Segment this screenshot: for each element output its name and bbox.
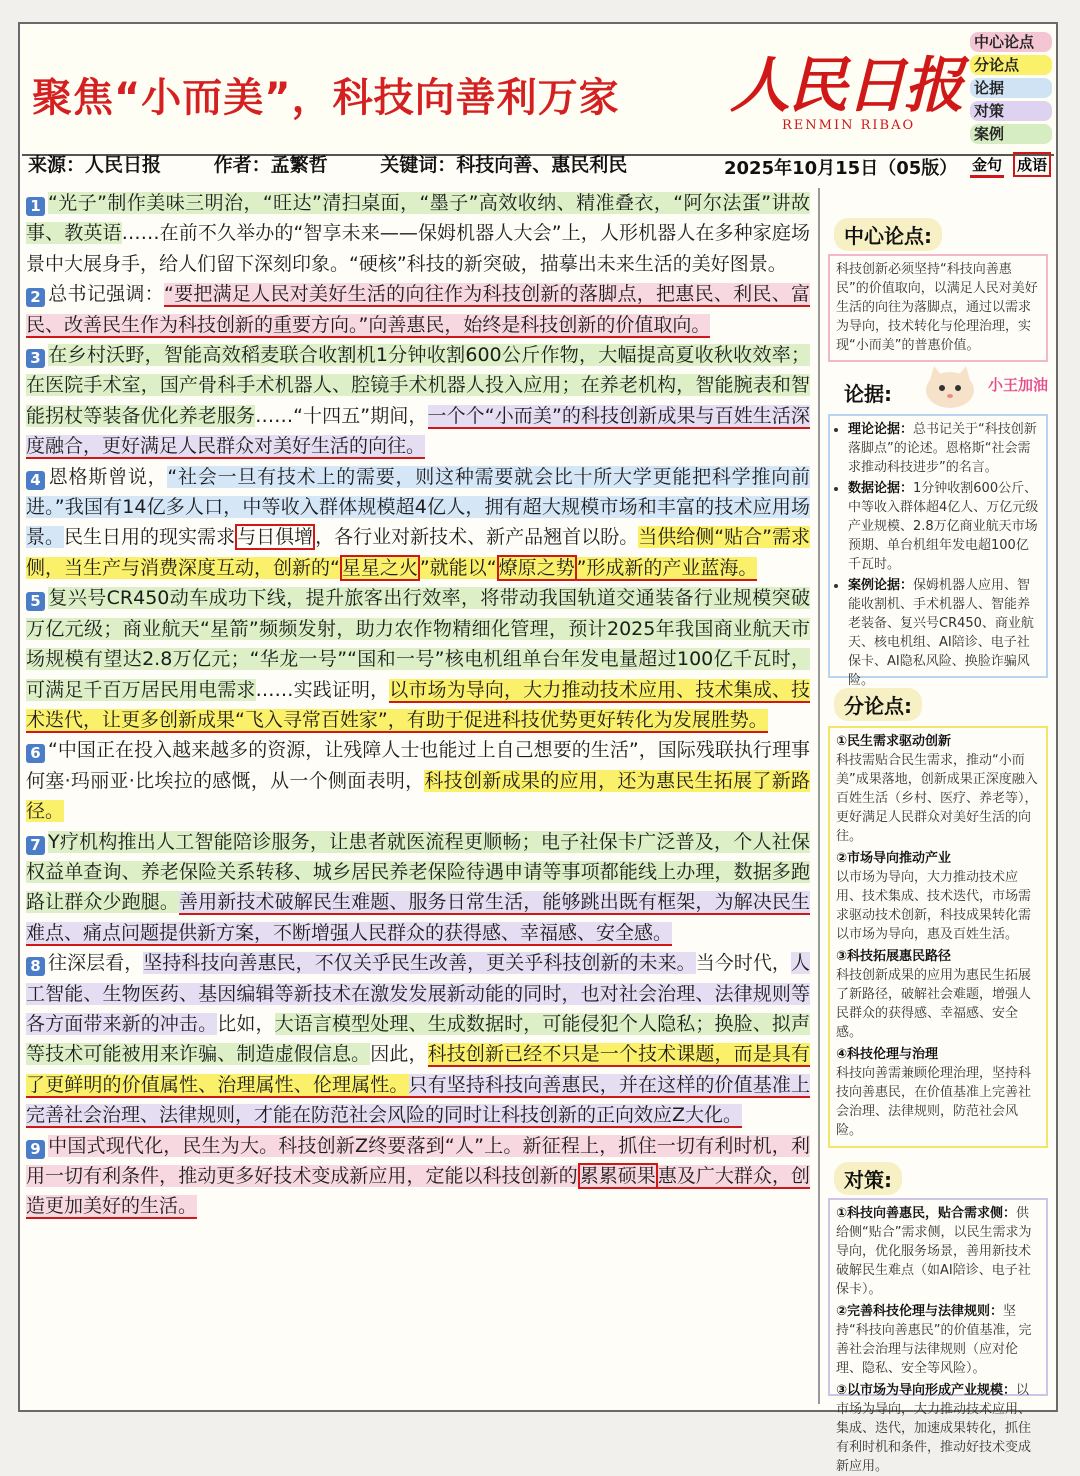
text-segment: 比如， [217,1012,275,1035]
evidence-text: 总书记关于“科技创新落脚点”的论述。恩格斯“社会需求推动科技进步”的名言。 [848,422,1037,475]
text-segment: 当供给侧“贴合”需求侧，当生产与消费深度互动，创新的“ [26,526,810,579]
tag-golden-sentence: 金句 [970,154,1004,178]
paragraph-number: 8 [26,957,45,976]
text-segment: 因此， [370,1043,428,1066]
paragraph [26,279,810,340]
sub-point-text: 以市场为导向，大力推动技术应用、技术集成、技术迭代，市场需求驱动技术创新，科技成果转化需以市场为导向，惠及百姓生活。 [836,870,1032,942]
measure-item [836,1204,1040,1299]
evidence-title: 论据: [844,382,892,406]
tag-idiom: 成语 [1013,152,1051,177]
text-segment: 恩格斯曾说， [48,465,168,488]
article-title: 聚焦“小而美”，科技向善利万家 [32,75,620,121]
mascot-caption: 小王加油 [988,376,1049,394]
text-segment: 惠及广大群众，创造更加美好的生活。 [26,1165,810,1218]
legend-item: 对策 [970,101,1052,121]
keywords-label: 关键词：科技向善、惠民利民 [380,154,628,176]
measure-head: ②完善科技伦理与法律规则： [836,1304,1004,1319]
evidence-label: 案例论据： [848,578,914,593]
text-segment: 人工智能、生物医药、基因编辑等新技术在激发发展新动能的同时，也对社会治理、法律规则等各方面带来新的冲击。 [26,952,810,1035]
text-segment: 我国有14亿多人口，中等收入群体规模超4亿人，拥有超大规模市场和丰富的技术应用场景。 [26,496,810,549]
measure-head: ③以市场为导向形成产业规模： [836,1383,1017,1398]
measure-head: ①科技向善惠民，贴合需求侧： [836,1206,1017,1221]
text-segment: 星星之火 [341,556,418,579]
header [22,26,1054,179]
text-segment: 当今时代， [695,952,791,975]
article-card [18,22,1058,1474]
evidence-text: 1分钟收割600公斤、中等收入群体超4亿人、万亿元级产业规模、2.8万亿商业航天市场预期、单台机组年发电超100亿千瓦时。 [848,481,1039,572]
text-segment: “社会一旦有技术上的需要，则这种需要就会比十所大学更能把科学推向前进。” [26,465,810,519]
author-label: 作者：孟繁哲 [213,154,328,176]
measure-text: 坚持“科技向善惠民”的价值基准，完善社会治理与法律规则（应对伦理、隐私、安全等风险）。 [836,1304,1032,1376]
article-body [26,188,810,1404]
sub-point-text: 科技需贴合民生需求，推动“小而美”成果落地，创新成果正深度融入百姓生活（乡村、医疗、养老等），更好满足人民群众对美好生活的向往。 [836,753,1038,844]
measure-text: 供给侧“贴合”需求侧，以民生需求为导向，优化服务场景，善用新技术破解民生难点（如AI陪诊、电子社保卡）。 [836,1206,1032,1297]
sub-point-text: 科技创新成果的应用为惠民生拓展了新路径，破解社会难题，增强人民群众的获得感、幸福感、安全感。 [836,968,1032,1040]
paragraph [26,340,810,462]
text-segment: 以市场为导向，大力推动技术应用、技术集成、技术迭代，让更多创新成果“飞入寻常百姓家”，有助于促进科技优势更好转化为发展胜势。 [26,678,810,731]
logo-chinese: 人民日报 [730,51,962,121]
mark-legend [970,152,1055,178]
legend-item: 中心论点 [970,32,1052,52]
paragraph-number: 2 [26,288,45,307]
sub-point-head: ②市场导向推动产业 [836,851,952,866]
publish-date: 2025年10月15日（05版） [724,158,958,179]
summary-sidebar [818,188,1054,1474]
measures-box [828,1198,1048,1474]
text-segment: ”形成新的产业蓝海。 [576,556,758,579]
text-segment: “要把满足人民对美好生活的向往作为科技创新的落脚点，把惠民、利民、富民、改善民生作为科技创新的重要方向。”向善惠民，始终是科技创新的价值取向。 [26,283,810,336]
text-segment: 大语言模型处理、生成数据时，可能侵犯个人隐私；换脸、拟声等技术可能被用来诈骗、制造虚假信息。 [26,1012,810,1066]
paragraph [26,948,810,1130]
legend-item: 论据 [970,78,1052,98]
paragraph [26,1131,810,1222]
text-segment: Y疗机构推出人工智能陪诊服务，让患者就医流程更顺畅；电子社保卡广泛普及，个人社保权益单查询、养老保险关系转移、城乡居民养老保险待遇申请等事项都能线上办理，数据多跑路让群众少跑腿。 [26,830,810,914]
sub-point-item [836,1045,1040,1140]
sub-point-head: ④科技伦理与治理 [836,1047,939,1062]
paragraph-number: 4 [26,471,45,490]
sub-point-item [836,732,1040,846]
text-segment: 累累硕果 [579,1165,656,1187]
evidence-label: 理论论据： [848,422,914,437]
measure-text: 以市场为导向，大力推动技术应用、集成、迭代，加速成果转化，抓住有利时机和条件，推动好技术变成新应用。 [836,1383,1032,1474]
text-segment: 民生日用的现实需求 [64,526,236,549]
sub-point-item [836,849,1040,944]
center-point-title: 中心论点: [834,218,942,251]
text-segment: ……“十四五”期间， [255,404,428,427]
color-legend [970,32,1052,147]
text-segment: 一个个“小而美”的科技创新成果与百姓生活深度融合，更好满足人民群众对美好生活的向往。 [26,404,810,458]
sub-points-title: 分论点: [834,688,922,721]
text-segment: ，各行业对新技术、新产品翘首以盼。 [315,526,639,549]
paragraph [26,827,810,949]
paragraph [26,462,810,584]
center-point-text: 科技创新必须坚持“科技向善惠民”的价值取向，以满足人民对美好生活的向往为落脚点，通过以需求为导向，技术转化与伦理治理，实现“小而美”的普惠价值。 [836,262,1038,353]
text-segment: ”就能以“ [419,556,497,579]
text-segment: 坚持科技向善惠民，不仅关乎民生改善，更关乎科技创新的未来。 [143,952,696,975]
center-point-box [828,254,1048,362]
text-segment: 复兴号CR450动车成功下线，提升旅客出行效率，将带动我国轨道交通装备行业规模突破万亿元级；商业航天“星箭”频频发射，助力农作物精细化管理，预计2025年我国商业航天市场规模有望达2.8万亿元；“华龙一号”“国和一号”核电机组单台年发电量超过100亿千瓦时，可满足千百万居民用电需求 [26,587,810,701]
sub-point-item [836,947,1040,1042]
paragraph [26,583,810,735]
paragraph [26,735,810,826]
paragraph-number: 3 [26,349,45,368]
text-segment: 总书记强调： [48,283,164,306]
paragraph-number: 5 [26,592,45,611]
text-segment: 善用新技术破解民生难题、服务日常生活，能够跳出既有框架，为解决民生难点、痛点问题提供新方案，不断增强人民群众的获得感、幸福感、安全感。 [26,891,810,944]
legend-item: 案例 [970,124,1052,144]
text-segment: “硬核”科技的新突破，描摹出未来生活的美好图景。 [349,252,787,275]
sub-points-box [828,726,1048,1148]
logo-english: RENMIN RIBAO [782,118,916,133]
text-segment: 往深层看， [48,952,144,975]
legend-item: 分论点 [970,55,1052,75]
paragraph-number: 7 [26,836,45,855]
text-segment: 科技创新成果的应用，还为惠民生拓展了新路径。 [26,769,810,823]
text-segment: 燎原之势 [498,556,575,579]
measure-item [836,1381,1040,1476]
text-segment: 与日俱增 [237,526,314,549]
measure-item [836,1302,1040,1378]
evidence-list [836,420,1040,690]
evidence-box [828,414,1048,688]
newspaper-logo [730,38,968,140]
sub-point-text: 科技向善需兼顾伦理治理，坚持科技向善惠民，在价值基准上完善社会治理、法律规则，防范社会风险。 [836,1066,1032,1138]
measures-title: 对策: [834,1162,902,1195]
evidence-item [848,479,1040,574]
paragraph-number: 1 [26,197,45,216]
text-segment: 科技创新已经不只是一个技术课题，而是具有了更鲜明的价值属性、治理属性、伦理属性。 [26,1043,810,1096]
cat-mascot-icon [920,362,980,410]
text-segment: 只有坚持科技向善惠民，并在这样的价值基准上完善社会治理、法律规则，才能在防范社会风险的同时让科技创新的正向效应Z大化。 [26,1073,810,1127]
text-segment: 在乡村沃野，智能高效稻麦联合收割机1分钟收割600公斤作物，大幅提高夏收秋收效率；在医院手术室，国产骨科手术机器人、腔镜手术机器人投入应用；在养老机构，智能腕表和智能拐杖等装备优化养老服务 [26,344,810,427]
evidence-item [848,420,1040,477]
paragraph-number: 6 [26,744,45,763]
text-segment: ……实践证明， [255,678,390,701]
paragraph-number: 9 [26,1140,45,1159]
text-segment: 中国式现代化，民生为大。科技创新Z终要落到“人”上。新征程上，抓住一切有利时机，利用一切有利条件，推动更多好技术变成新应用，定能以科技创新的 [26,1134,810,1187]
text-segment: “光子”制作美味三明治，“旺达”清扫桌面，“墨子”高效收纳、精准叠衣，“阿尔法蛋”讲故事、教英语 [26,192,810,245]
evidence-text: 保姆机器人应用、智能收割机、手术机器人、智能养老装备、复兴号CR450、商业航天、核电机组、AI陪诊、电子社保卡、AI隐私风险、换脸诈骗风险。 [848,578,1034,688]
text-segment: ……在前不久举办的“智享未来——保姆机器人大会”上，人形机器人在多种家庭场景中大展身手，给人们留下深刻印象。 [26,222,810,275]
text-segment: “中国正在投入越来越多的资源，让残障人士也能过上自己想要的生活”，国际残联执行理事何塞·玛丽亚·比埃拉的感慨，从一个侧面表明， [26,739,810,792]
sub-point-head: ③科技拓展惠民路径 [836,949,952,964]
article-meta [28,150,673,177]
source-label: 来源：人民日报 [28,154,162,176]
evidence-item [848,576,1040,690]
paragraph [26,188,810,279]
evidence-label: 数据论据： [848,481,914,496]
sub-point-head: ①民生需求驱动创新 [836,734,952,749]
